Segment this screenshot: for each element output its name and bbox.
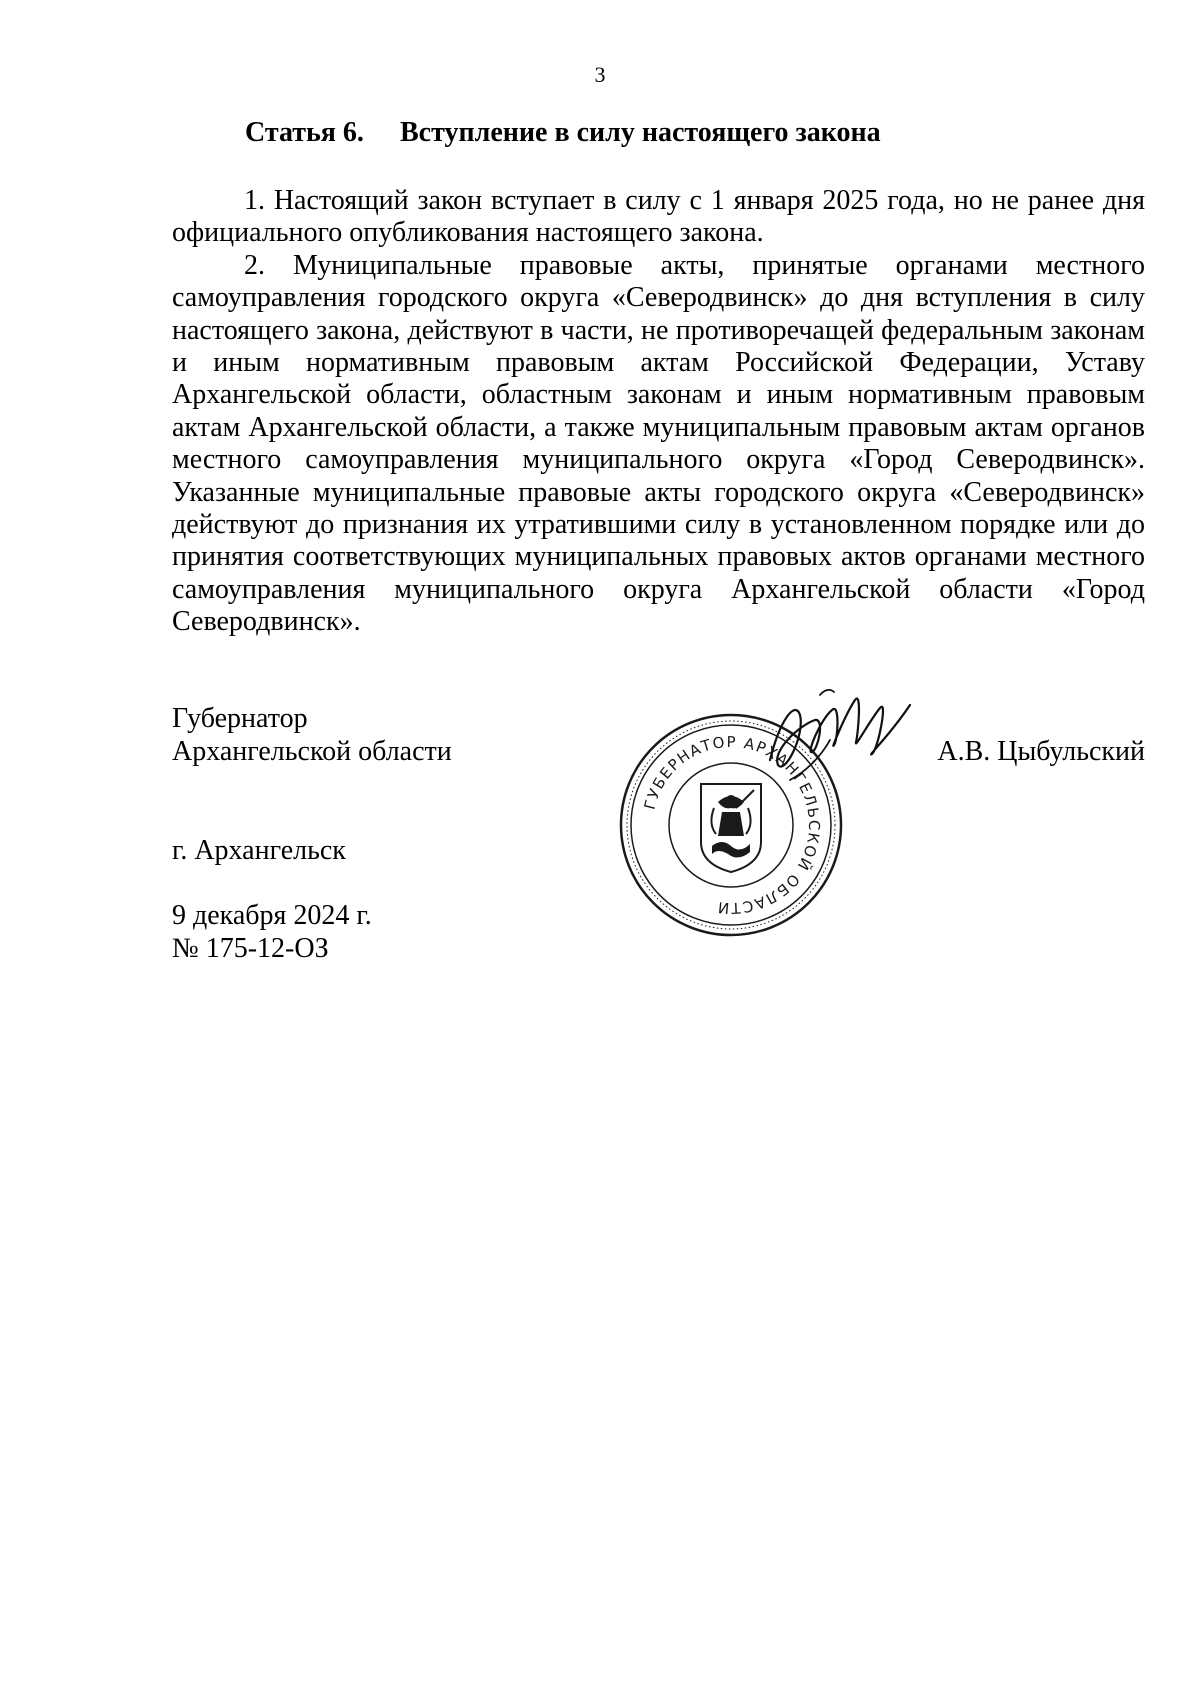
article-body xyxy=(172,185,1145,639)
signatory-position xyxy=(172,702,452,768)
article-title: Вступление в силу настоящего закона xyxy=(400,117,881,148)
signatory-name: А.В. Цыбульский xyxy=(937,736,1145,767)
page-number: 3 xyxy=(594,62,606,87)
handwritten-signature xyxy=(760,680,925,790)
signing-date: 9 декабря 2024 г. xyxy=(172,900,372,931)
law-number: № 175-12-ОЗ xyxy=(172,933,329,964)
article-heading xyxy=(245,119,881,147)
signing-place: г. Архангельск xyxy=(172,835,346,866)
date-and-number xyxy=(172,899,372,965)
article-number: Статья 6. xyxy=(245,117,364,148)
seal-ring-text: ГУБЕРНАТОР АРХАНГЕЛЬСКОЙ ОБЛАСТИ xyxy=(640,732,824,918)
paragraph-2: 2. Муниципальные правовые акты, принятые органами местного самоуправления городского округа «Северодвинск» до дня вступления в силу настоящего закона, действуют в части, не противоречащей федеральным законам и иным нормативным правовым актам Российской Федерации, Уставу Архангельской области, областным законам и иным нормативным правовым актам Архангельской области, а также муниципальным правовым актам органов местного самоуправления муниципального округа «Город Северодвинск». Указанные муниципальные правовые акты городского округа «Северодвинск» действуют до признания их утратившими силу в установленном порядке или до принятия соответствующих муниципальных правовых актов органами местного самоуправления муниципального округа Архангельской области «Город Северодвинск». xyxy=(172,249,1145,638)
paragraph-1: 1. Настоящий закон вступает в силу с 1 января 2025 года, но не ранее дня официального опубликования настоящего закона. xyxy=(172,185,1145,249)
position-line-2: Архангельской области xyxy=(172,736,452,767)
position-line-1: Губернатор xyxy=(172,703,308,734)
